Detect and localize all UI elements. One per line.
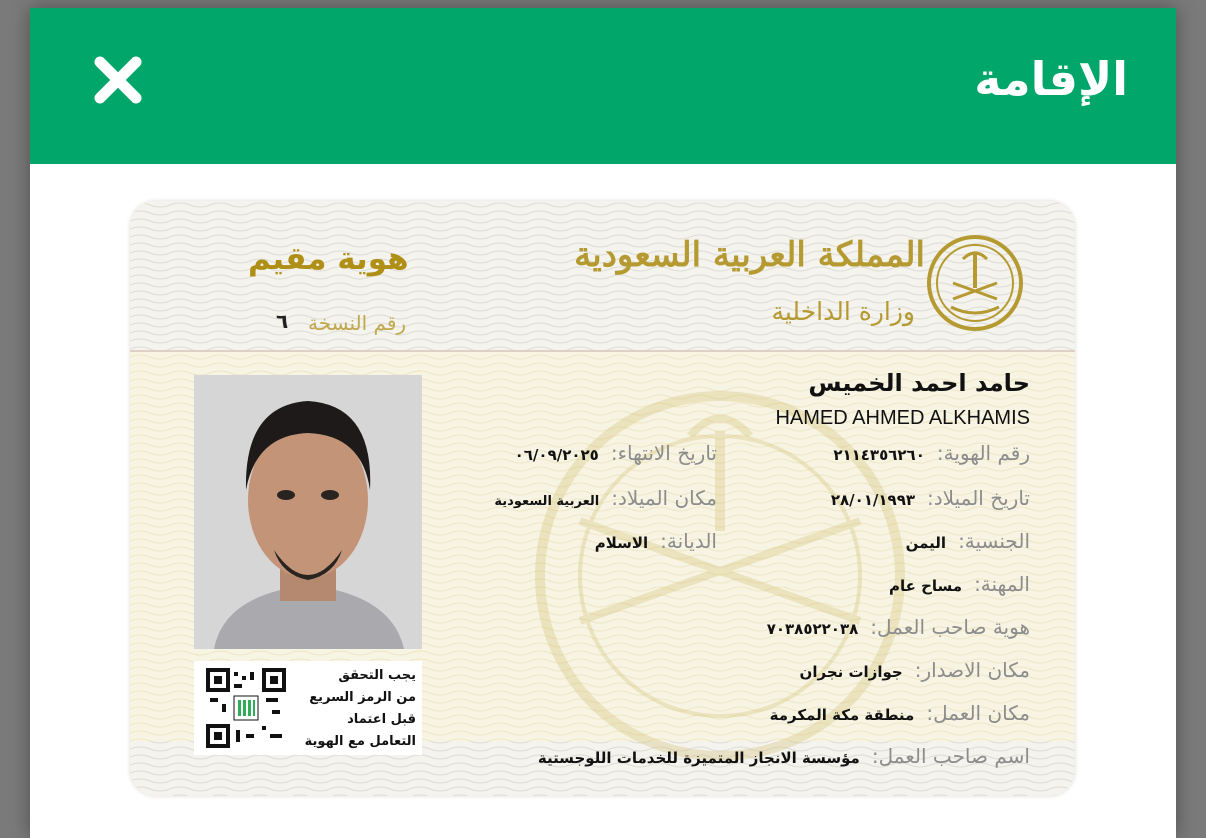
field-value: جوازات نجران (799, 663, 903, 681)
residency-modal (30, 8, 1176, 838)
field-value: ٧٠٣٨٥٢٢٠٣٨ (766, 620, 859, 638)
qr-line: التعامل مع الهوية (304, 734, 416, 749)
field-occupation (889, 572, 1030, 596)
field-id-number (833, 441, 1030, 465)
close-icon (92, 54, 144, 106)
field-label: اسم صاحب العمل: (871, 744, 1030, 768)
field-value: مساح عام (888, 577, 963, 595)
qr-line: يجب التحقق (338, 668, 416, 683)
kingdom-name: المملكة العربية السعودية (574, 235, 925, 275)
holder-photo (194, 375, 422, 649)
qr-instructions (305, 665, 416, 753)
field-label: الديانة: (660, 529, 717, 553)
field-value: اليمن (905, 534, 947, 552)
holder-name-arabic: حامد احمد الخميس (808, 369, 1030, 397)
field-religion (595, 529, 717, 553)
field-value: العربية السعودية (494, 494, 600, 509)
qr-verification-box (194, 661, 422, 755)
field-value: ٢١١٤٣٥٦٢٦٠ (833, 446, 925, 464)
field-nationality (906, 529, 1030, 553)
field-work-place (770, 701, 1030, 725)
saudi-emblem-icon (925, 233, 1025, 333)
qr-line: من الرمز السريع (309, 690, 416, 705)
modal-header (30, 8, 1176, 164)
field-value: ٢٨/٠١/١٩٩٣ (830, 491, 916, 509)
field-value: الاسلام (594, 534, 649, 552)
field-value: ٠٦/٠٩/٢٠٢٥ (514, 446, 599, 464)
field-label: هوية صاحب العمل: (870, 615, 1030, 639)
qr-line: قبل اعتماد (347, 712, 416, 727)
field-label: المهنة: (974, 572, 1030, 596)
iqama-card (130, 201, 1075, 796)
copy-number-label: رقم النسخة (308, 311, 407, 335)
field-label: تاريخ الانتهاء: (610, 441, 717, 465)
qr-code-icon[interactable] (206, 668, 286, 748)
holder-name-english: HAMED AHMED ALKHAMIS (775, 407, 1030, 429)
field-employer-id (767, 615, 1030, 639)
field-birth-place (494, 486, 717, 510)
field-expiry (515, 441, 717, 465)
modal-title: الإقامة (974, 52, 1128, 106)
field-label: الجنسية: (958, 529, 1030, 553)
field-birth-date (831, 486, 1030, 510)
field-label: مكان الاصدار: (914, 658, 1030, 682)
field-employer-name (538, 744, 1030, 768)
field-value: مؤسسة الانجاز المتميزة للخدمات اللوجستية (537, 749, 860, 767)
card-type: هوية مقيم (248, 241, 409, 277)
field-label: رقم الهوية: (936, 441, 1030, 465)
field-label: مكان العمل: (926, 701, 1030, 725)
copy-number-value: ٦ (276, 309, 289, 333)
field-issue-place (800, 658, 1030, 682)
field-value: منطقة مكة المكرمة (769, 706, 915, 724)
close-button[interactable] (92, 54, 144, 106)
ministry-name: وزارة الداخلية (771, 297, 915, 326)
field-label: تاريخ الميلاد: (927, 486, 1030, 510)
person-photo-icon (194, 375, 422, 649)
field-label: مكان الميلاد: (611, 486, 717, 510)
